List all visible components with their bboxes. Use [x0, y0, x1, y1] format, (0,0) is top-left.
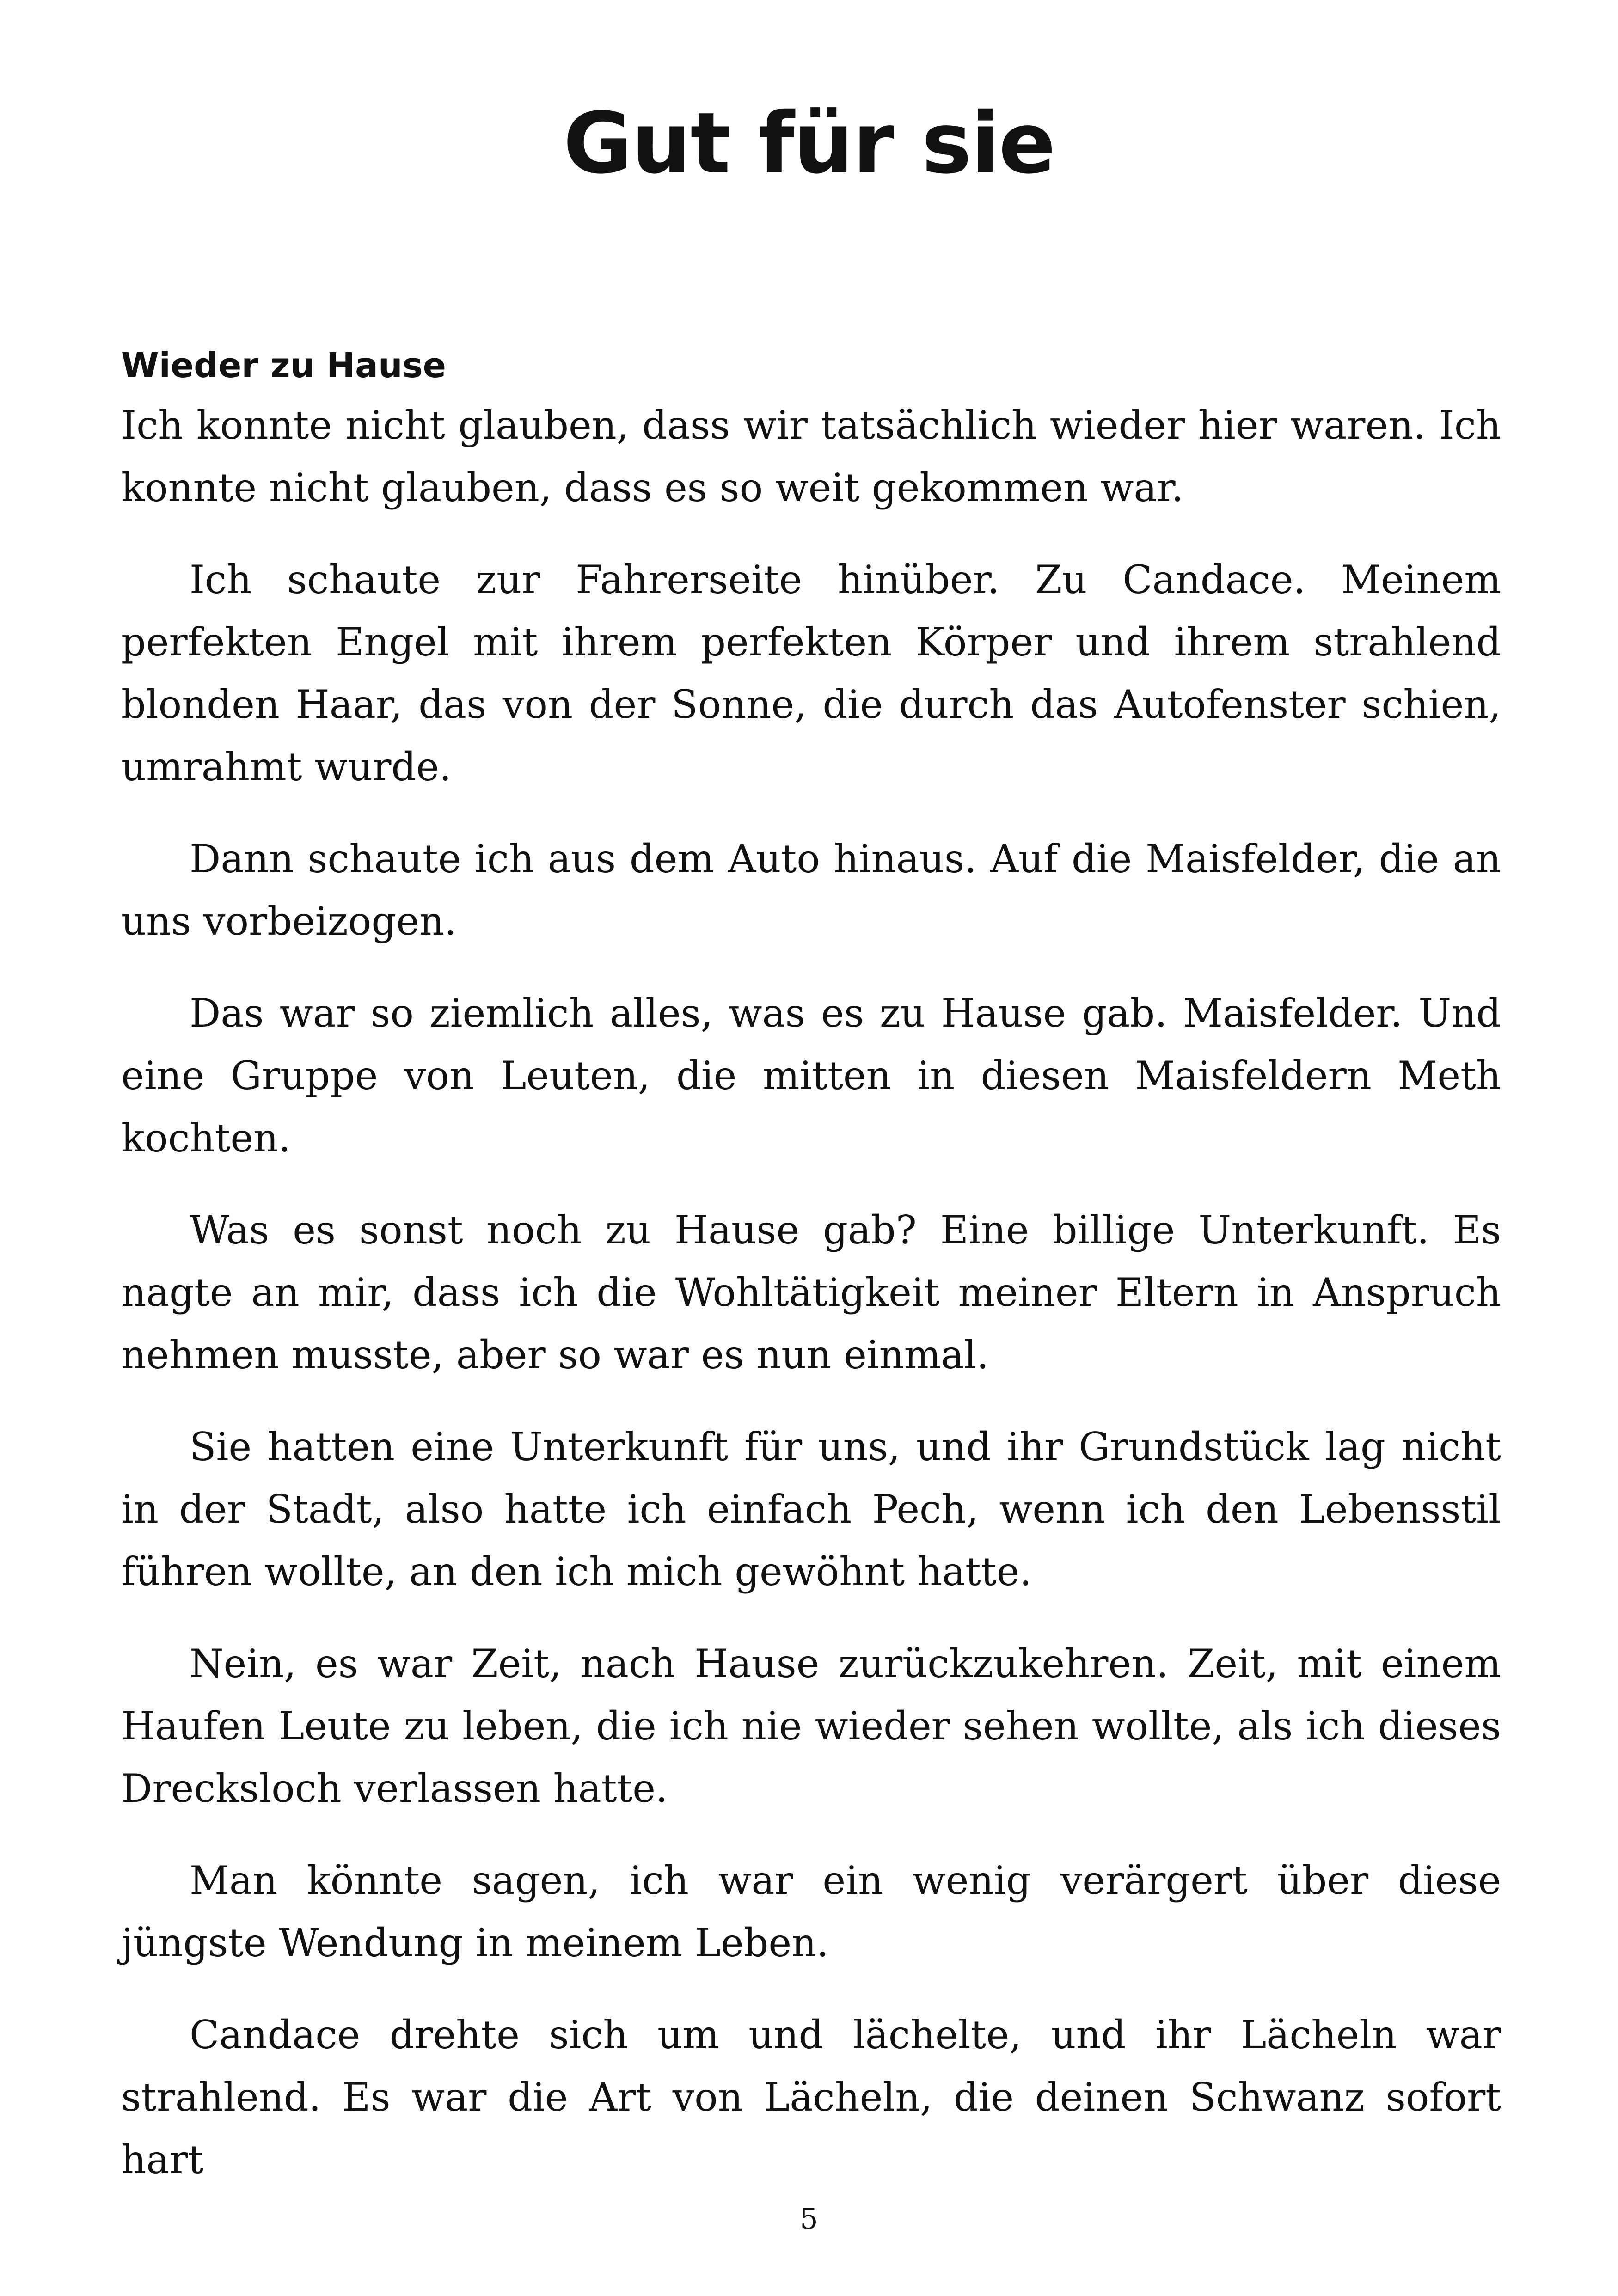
section-heading: Wieder zu Hause: [121, 346, 446, 386]
paragraph: Was es sonst noch zu Hause gab? Eine billige Unterkunft. Es nagte an mir, dass ich die Wohltätigkeit meiner Eltern in Anspruch nehmen musste, aber so war es nun einmal.: [121, 1207, 1501, 1378]
paragraph: Nein, es war Zeit, nach Hause zurückzukehren. Zeit, mit einem Haufen Leute zu leben, die ich nie wieder sehen wollte, als ich dieses Drecksloch verlassen hatte.: [121, 1641, 1501, 1811]
chapter-title: Gut für sie: [563, 94, 1055, 192]
paragraph: Ich schaute zur Fahrerseite hinüber. Zu Candace. Meinem perfekten Engel mit ihrem perfekten Körper und ihrem strahlend blonden Haar, das von der Sonne, die durch das Autofenster schien, umrahmt wurde.: [121, 557, 1501, 790]
chapter-body: [121, 339, 1501, 2221]
paragraph: Ich konnte nicht glauben, dass wir tatsächlich wieder hier waren. Ich konnte nicht glauben, dass es so weit gekommen war.: [121, 403, 1501, 510]
paragraph: Das war so ziemlich alles, was es zu Hause gab. Maisfelder. Und eine Gruppe von Leuten, die mitten in diesen Maisfeldern Meth kochten.: [121, 991, 1501, 1161]
paragraph: Candace drehte sich um und lächelte, und ihr Lächeln war strahlend. Es war die Art von Lächeln, die deinen Schwanz sofort hart: [121, 2012, 1501, 2182]
paragraph: Dann schaute ich aus dem Auto hinaus. Auf die Maisfelder, die an uns vorbeizogen.: [121, 836, 1501, 944]
paragraph: Sie hatten eine Unterkunft für uns, und ihr Grundstück lag nicht in der Stadt, also hatte ich einfach Pech, wenn ich den Lebensstil führen wollte, an den ich mich gewöhnt hatte.: [121, 1424, 1501, 1594]
paragraph: Man könnte sagen, ich war ein wenig verärgert über diese jüngste Wendung in meinem Leben.: [121, 1858, 1501, 1965]
page-number: 5: [800, 2202, 818, 2235]
